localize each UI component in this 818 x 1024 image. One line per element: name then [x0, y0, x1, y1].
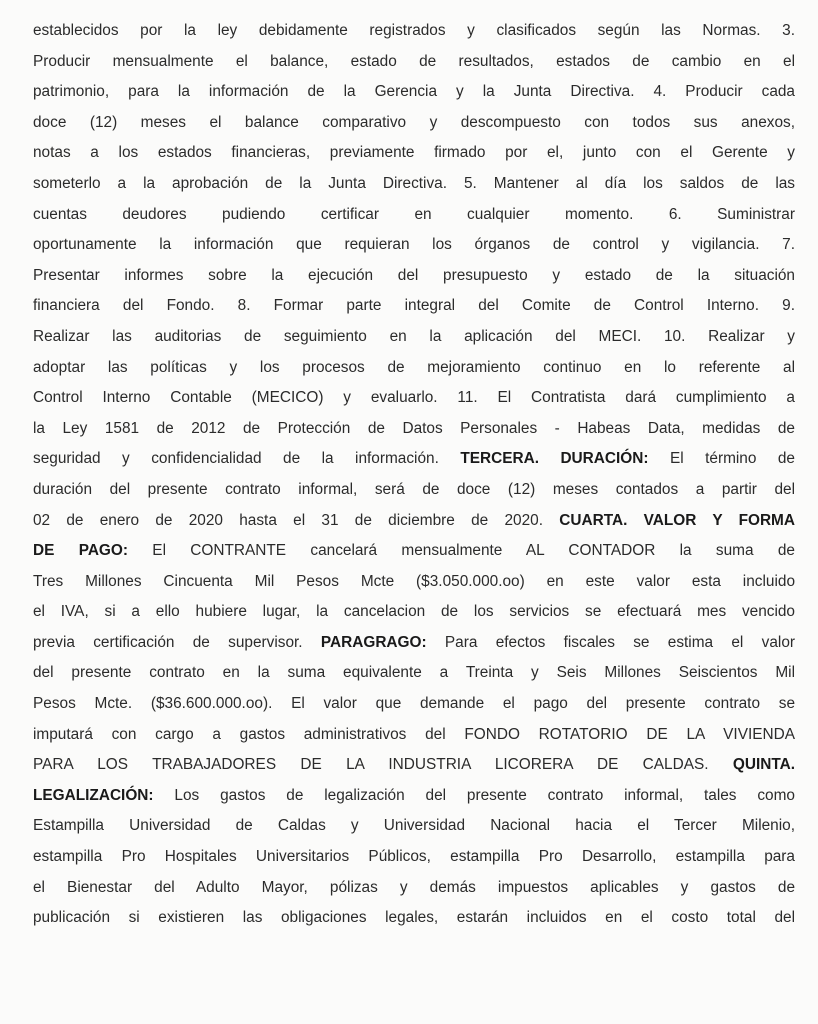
- clause-heading: TERCERA. DURACIÓN:: [460, 450, 649, 468]
- text-line: [33, 383, 795, 414]
- clause-heading: QUINTA.: [732, 756, 795, 774]
- text-line: [33, 444, 795, 475]
- text-line: [33, 750, 795, 781]
- text-line: [33, 720, 795, 751]
- text-line: [33, 597, 795, 628]
- text-line: [33, 230, 795, 261]
- text-segment: PARA LOS TRABAJADORES DE LA INDUSTRIA LICORERA DE CALDAS.: [33, 756, 733, 774]
- text-segment: financiera del Fondo. 8. Formar parte integral del Comite de Control Interno. 9.: [33, 297, 795, 315]
- text-segment: Los gastos de legalización del presente contrato informal, tales como: [153, 786, 795, 804]
- text-line: [33, 322, 795, 353]
- text-segment: establecidos por la ley debidamente registrados y clasificados según las Normas. 3.: [33, 22, 795, 39]
- text-segment: El CONTRANTE cancelará mensualmente AL CONTADOR la suma de: [128, 542, 795, 560]
- clause-heading: DE PAGO:: [33, 542, 128, 560]
- text-segment: publicación si existieren las obligaciones legales, estarán incluidos en el costo total del: [33, 909, 795, 927]
- clause-heading: LEGALIZACIÓN:: [33, 786, 154, 804]
- text-segment: Presentar informes sobre la ejecución del presupuesto y estado de la situación: [33, 266, 795, 284]
- text-line: [33, 873, 795, 904]
- text-segment: del presente contrato en la suma equivalente a Treinta y Seis Millones Seiscientos Mil: [33, 664, 795, 682]
- text-segment: duración del presente contrato informal, será de doce (12) meses contados a partir del: [33, 480, 795, 498]
- text-line: [33, 475, 795, 506]
- text-line: [33, 903, 795, 934]
- text-line: [33, 16, 795, 47]
- text-line: [33, 781, 795, 812]
- text-segment: Pesos Mcte. ($36.600.000.oo). El valor que demande el pago del presente contrato se: [33, 695, 795, 713]
- text-segment: patrimonio, para la información de la Gerencia y la Junta Directiva. 4. Producir cada: [33, 83, 795, 101]
- text-segment: seguridad y confidencialidad de la información.: [33, 450, 461, 468]
- text-segment: Control Interno Contable (MECICO) y evaluarlo. 11. El Contratista dará cumplimiento a: [33, 389, 795, 407]
- text-segment: Realizar las auditorias de seguimiento en la aplicación del MECI. 10. Realizar y: [33, 327, 795, 345]
- text-line: [33, 658, 795, 689]
- text-segment: doce (12) meses el balance comparativo y descompuesto con todos sus anexos,: [33, 113, 795, 131]
- text-segment: la Ley 1581 de 2012 de Protección de Datos Personales - Habeas Data, medidas de: [33, 419, 795, 437]
- text-segment: el IVA, si a ello hubiere lugar, la cancelacion de los servicios se efectuará mes vencido: [33, 603, 795, 621]
- text-line: [33, 536, 795, 567]
- text-line: [33, 200, 795, 231]
- text-segment: notas a los estados financieras, previamente firmado por el, junto con el Gerente y: [33, 144, 795, 162]
- text-segment: adoptar las políticas y los procesos de mejoramiento continuo en lo referente al: [33, 358, 795, 376]
- text-segment: Estampilla Universidad de Caldas y Universidad Nacional hacia el Tercer Milenio,: [33, 817, 795, 835]
- clause-heading: CUARTA. VALOR Y FORMA: [559, 511, 795, 529]
- text-line: [33, 811, 795, 842]
- text-line: [33, 567, 795, 598]
- text-line: [33, 77, 795, 108]
- text-segment: El término de: [648, 450, 795, 468]
- text-segment: imputará con cargo a gastos administrativos del FONDO ROTATORIO DE LA VIVIENDA: [33, 725, 795, 743]
- text-line: [33, 138, 795, 169]
- text-segment: cuentas deudores pudiendo certificar en cualquier momento. 6. Suministrar: [33, 205, 795, 223]
- text-line: [33, 628, 795, 659]
- text-segment: Tres Millones Cincuenta Mil Pesos Mcte ($3.050.000.oo) en este valor esta incluido: [33, 572, 795, 590]
- text-segment: someterlo a la aprobación de la Junta Directiva. 5. Mantener al día los saldos de las: [33, 174, 795, 192]
- text-line: [33, 261, 795, 292]
- clause-heading: PARAGRAGO:: [320, 633, 427, 651]
- text-line: [33, 414, 795, 445]
- text-line: [33, 353, 795, 384]
- text-segment: Para efectos fiscales se estima el valor: [426, 633, 795, 651]
- text-segment: el Bienestar del Adulto Mayor, pólizas y demás impuestos aplicables y gastos de: [33, 878, 795, 896]
- text-segment: Producir mensualmente el balance, estado de resultados, estados de cambio en el: [33, 52, 795, 70]
- text-segment: estampilla Pro Hospitales Universitarios Públicos, estampilla Pro Desarrollo, estampilla para: [33, 848, 795, 866]
- text-segment: oportunamente la información que requieran los órganos de control y vigilancia. 7.: [33, 236, 795, 254]
- text-line: [33, 689, 795, 720]
- text-line: [33, 169, 795, 200]
- text-line: [33, 47, 795, 78]
- text-line: [33, 842, 795, 873]
- text-segment: 02 de enero de 2020 hasta el 31 de diciembre de 2020.: [33, 511, 560, 529]
- text-line: [33, 506, 795, 537]
- contract-text-body: [33, 16, 795, 934]
- text-line: [33, 291, 795, 322]
- text-line: [33, 108, 795, 139]
- text-segment: previa certificación de supervisor.: [33, 633, 321, 651]
